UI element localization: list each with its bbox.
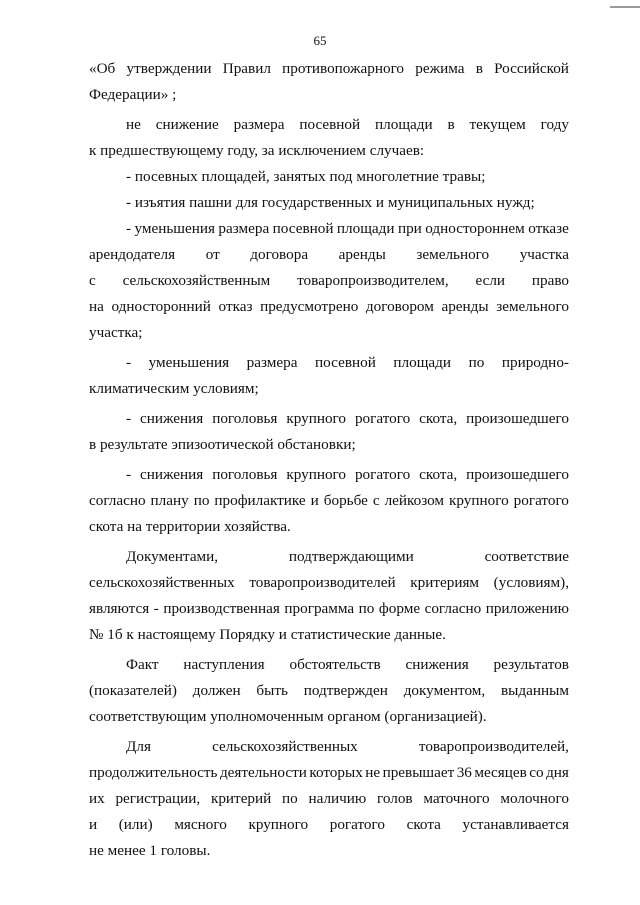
text-line: в результате эпизоотической обстановки; bbox=[89, 436, 356, 453]
text-line: - уменьшения размера посевной площади по природно- bbox=[126, 354, 569, 371]
corner-mark bbox=[610, 6, 640, 8]
text-line: - посевных площадей, занятых под многолетние травы; bbox=[126, 168, 486, 185]
text-line: участка; bbox=[89, 324, 143, 341]
text-line: арендодателя от договора аренды земельного участка bbox=[89, 246, 569, 263]
text-line: № 1б к настоящему Порядку и статистические данные. bbox=[89, 626, 446, 643]
text-line: соответствующим уполномоченным органом (организацией). bbox=[89, 708, 487, 725]
text-line: не менее 1 головы. bbox=[89, 842, 211, 859]
text-line: на односторонний отказ предусмотрено договором аренды земельного bbox=[89, 298, 569, 315]
text-line: - снижения поголовья крупного рогатого скота, произошедшего bbox=[126, 410, 569, 427]
text-line: сельскохозяйственных товаропроизводителей критериям (условиям), bbox=[89, 574, 569, 591]
text-line: к предшествующему году, за исключением случаев: bbox=[89, 142, 425, 159]
text-line: являются - производственная программа по форме согласно приложению bbox=[89, 600, 569, 617]
text-line: продолжительность деятельности которых не превышает 36 месяцев со дня bbox=[89, 764, 569, 781]
page-number: 65 bbox=[313, 33, 327, 48]
text-line: согласно плану по профилактике и борьбе с лейкозом крупного рогатого bbox=[89, 492, 569, 509]
text-line: - изъятия пашни для государственных и муниципальных нужд; bbox=[126, 194, 535, 211]
text-line: климатическим условиям; bbox=[89, 380, 259, 397]
text-line: Факт наступления обстоятельств снижения результатов bbox=[126, 656, 569, 673]
text-line: Документами, подтверждающими соответствие bbox=[126, 548, 569, 565]
text-line: - уменьшения размера посевной площади при одностороннем отказе bbox=[126, 220, 569, 237]
text-line: «Об утверждении Правил противопожарного режима в Российской bbox=[89, 60, 569, 77]
text-line: (показателей) должен быть подтвержден документом, выданным bbox=[89, 682, 569, 699]
text-line: - снижения поголовья крупного рогатого скота, произошедшего bbox=[126, 466, 569, 483]
text-line: и (или) мясного крупного рогатого скота устанавливается bbox=[89, 816, 569, 833]
text-line: Для сельскохозяйственных товаропроизводителей, bbox=[126, 738, 569, 755]
text-line: не снижение размера посевной площади в текущем году bbox=[126, 116, 569, 133]
text-line: Федерации» ; bbox=[89, 86, 177, 103]
text-line: с сельскохозяйственным товаропроизводителем, если право bbox=[89, 272, 569, 289]
text-line: их регистрации, критерий по наличию голов маточного молочного bbox=[89, 790, 569, 807]
text-line: скота на территории хозяйства. bbox=[89, 518, 291, 535]
